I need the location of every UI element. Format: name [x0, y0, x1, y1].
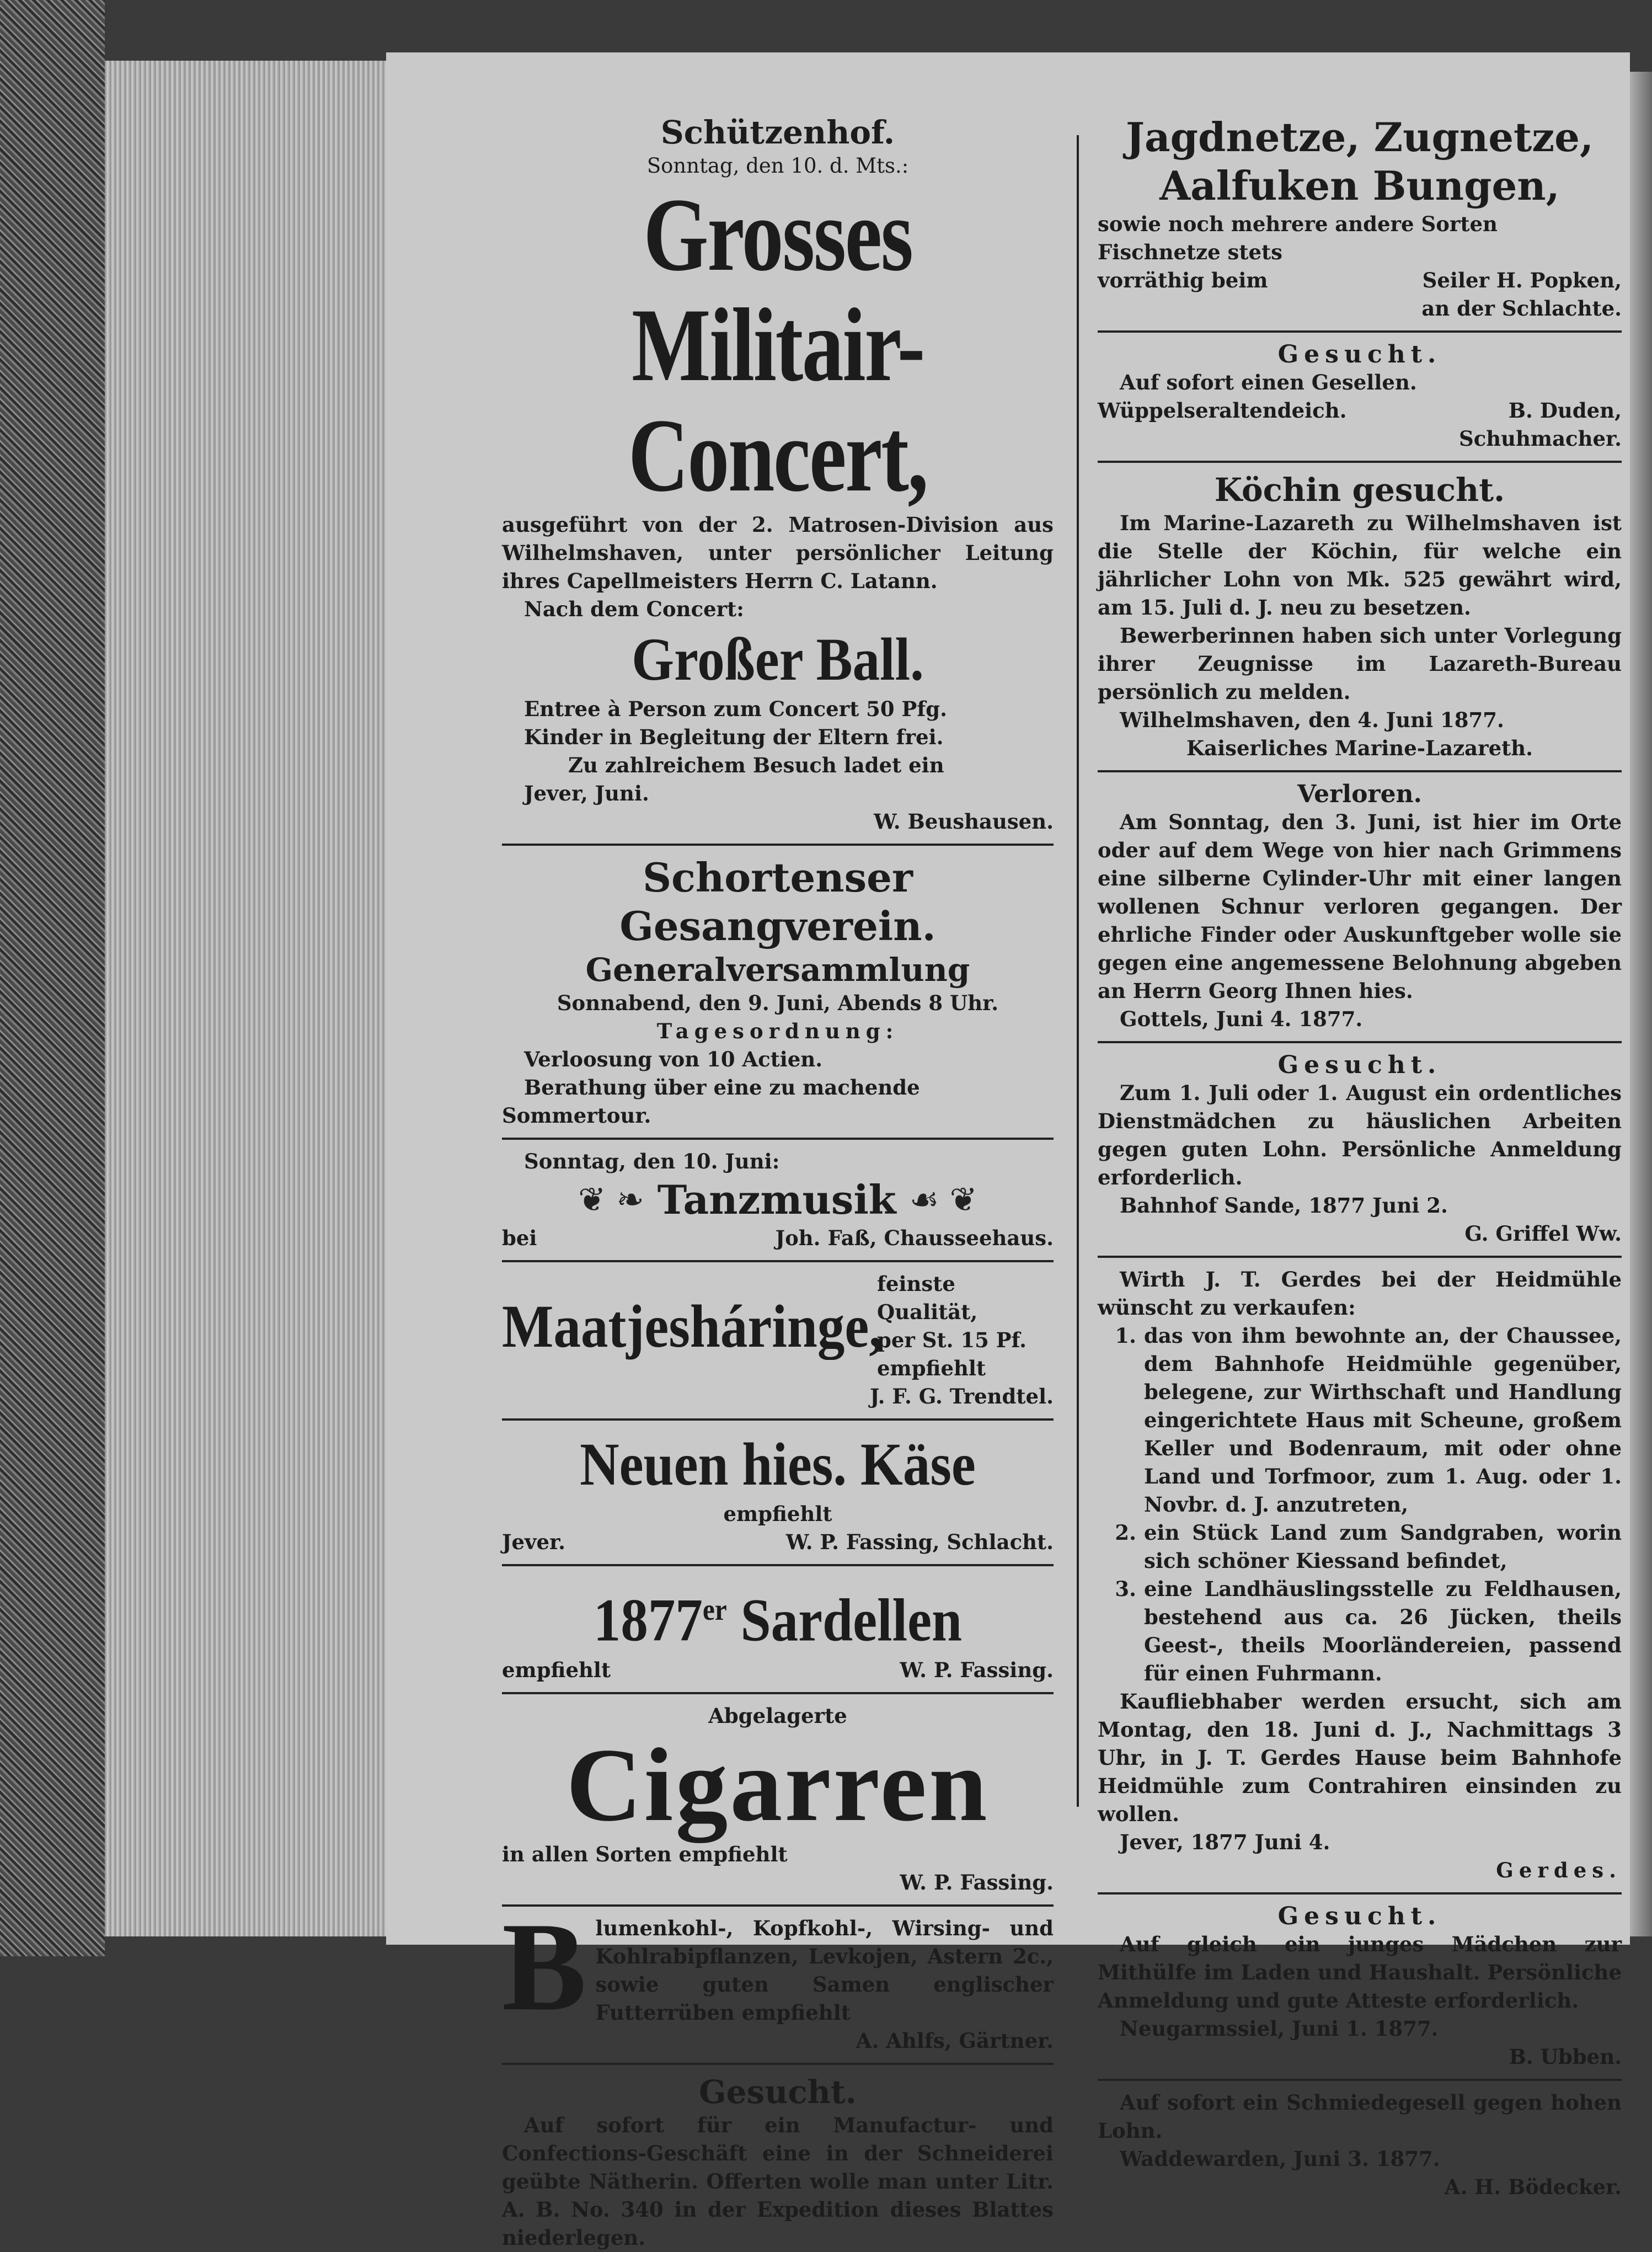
- ad-body: lumenkohl-, Kopfkohl-, Wirsing- und Kohlrabipflanzen, Levkojen, Astern 2c., sowie guten Samen englischer Futterrüben empfiehlt: [595, 1915, 1054, 2025]
- ad-body: Auf gleich ein junges Mädchen zur Mithülfe im Laden und Haushalt. Persönliche Anmeldung und gute Atteste erforderlich.: [1098, 1932, 1622, 2013]
- divider: [1098, 2079, 1622, 2081]
- ad-body: Auf sofort ein Schmiedegesell gegen hohen Lohn.: [1098, 2090, 1622, 2143]
- headline-concert: Concert,: [628, 398, 928, 514]
- divider: [502, 844, 1054, 846]
- ad-product: Sardellen: [740, 1586, 963, 1654]
- divider: [502, 1692, 1054, 1694]
- ad-subtitle: Generalversammlung: [585, 951, 970, 989]
- ad-line: per St. 15 Pf.: [877, 1328, 1027, 1352]
- ad-kaese: [502, 1428, 1054, 1556]
- divider: [1098, 770, 1622, 772]
- ad-line: vorräthig beim: [1098, 268, 1268, 292]
- ad-line: sowie noch mehrere andere Sorten Fischnetze stets: [1098, 212, 1498, 264]
- ad-title: [530, 1574, 1026, 1656]
- book-cover: [0, 0, 105, 1956]
- ad-date: Jever, 1877 Juni 4.: [1120, 1830, 1330, 1854]
- list-item: [1098, 1575, 1622, 1688]
- ad-title: Gesucht.: [1277, 340, 1442, 369]
- ad-gerdes-verkauf: [1098, 1266, 1622, 1885]
- ad-tanzmusik: [502, 1148, 1054, 1252]
- left-column: [502, 113, 1054, 2252]
- ad-signer: W. Beushausen.: [873, 809, 1054, 834]
- divider: [1098, 330, 1622, 333]
- ad-year-suffix: er: [702, 1593, 727, 1626]
- right-column: [1098, 113, 1622, 2201]
- ad-signer: Kaiserliches Marine-Lazareth.: [1186, 736, 1533, 760]
- ad-body: Im Marine-Lazareth zu Wilhelmshaven ist die Stelle der Köchin, für welche ein jährlicher Lohn von Mk. 525 gewährt wird, am 15. Juli d. J. neu zu besetzen.: [1098, 511, 1622, 620]
- divider: [502, 2063, 1054, 2065]
- ad-gesucht-maedchen: [1098, 1902, 1622, 2071]
- ad-kinder: Kinder in Begleitung der Eltern frei.: [524, 725, 944, 749]
- ad-line: empfiehlt: [877, 1356, 986, 1380]
- ad-title: Maatjesháringe,: [502, 1293, 883, 1360]
- ad-invite: Zu zahlreichem Besuch ladet ein: [568, 753, 944, 777]
- ad-body: Kaufliebhaber werden ersucht, sich am Montag, den 18. Juni d. J., Nachmittags 3 Uhr, in J. T. Gerdes Hause beim Bahnhofe Heidmühle zum Contrahiren einsinden zu wollen.: [1098, 1689, 1622, 1826]
- ad-agenda: Tagesordnung:: [656, 1019, 899, 1043]
- ad-date: Sonntag, den 10. d. Mts.:: [646, 154, 909, 178]
- ad-entree: Entree à Person zum Concert 50 Pfg.: [524, 697, 948, 721]
- ad-place: Wüppelseraltendeich.: [1098, 398, 1347, 423]
- ad-signer: A. H. Bödecker.: [1444, 2175, 1622, 2199]
- ornament-right-icon: ☙ ❦: [909, 1181, 977, 1219]
- ad-host: Joh. Faß, Chausseehaus.: [775, 1226, 1054, 1250]
- divider: [1098, 461, 1622, 463]
- ad-gesucht-naetherin: [502, 2073, 1054, 2252]
- column-divider: [1077, 135, 1079, 1807]
- ad-role: Schuhmacher.: [1458, 426, 1622, 451]
- ad-title: Cigarren: [566, 1727, 990, 1843]
- list-number: 2.: [1115, 1520, 1136, 1545]
- divider: [1098, 1041, 1622, 1043]
- ad-title: Schortenser Gesangverein.: [619, 854, 936, 949]
- ad-maatjes: [502, 1270, 1054, 1411]
- ad-schmied: [1098, 2089, 1622, 2201]
- ad-signer: W. P. Fassing.: [900, 1870, 1054, 1895]
- ad-line: Auf sofort einen Gesellen.: [1120, 370, 1417, 394]
- divider: [502, 1564, 1054, 1566]
- ad-blumenkohl: [502, 1896, 1054, 2055]
- ad-verloren: [1098, 780, 1622, 1033]
- headline-military: Grosses Militair-: [632, 177, 924, 403]
- newspaper-page: [386, 52, 1630, 2250]
- ad-intro: Wirth J. T. Gerdes bei der Heidmühle wünscht zu verkaufen:: [1098, 1267, 1622, 1320]
- ad-place: Jever, Juni.: [524, 781, 649, 805]
- ad-cigarren: [502, 1702, 1054, 1897]
- ad-prefix: bei: [502, 1226, 537, 1250]
- right-page-edge: [1627, 72, 1652, 1936]
- ad-title: Gesucht.: [1277, 1051, 1442, 1079]
- ornament-left-icon: ❦ ❧: [578, 1181, 644, 1219]
- ad-title: Neuen hies. Käse: [580, 1431, 976, 1498]
- headline-ball: Großer Ball.: [632, 626, 924, 693]
- list-item: [1098, 1519, 1622, 1575]
- ad-date: Sonntag, den 10. Juni:: [524, 1149, 780, 1173]
- ad-year: 1877: [593, 1586, 703, 1654]
- ad-date: Sonnabend, den 9. Juni, Abends 8 Uhr.: [557, 991, 999, 1015]
- ad-signer: B. Duden,: [1508, 398, 1622, 423]
- dropcap: B: [502, 1896, 587, 2037]
- agenda-item: Berathung über eine zu machende Sommertour.: [502, 1075, 920, 1128]
- ad-address: an der Schlachte.: [1421, 296, 1622, 321]
- ad-body: ausgeführt von der 2. Matrosen-Division aus Wilhelmshaven, unter persönlicher Leitung ihres Capellmeisters Herrn C. Latann.: [502, 513, 1054, 593]
- ad-pre: Abgelagerte: [708, 1703, 847, 1728]
- ad-title: Schützenhof.: [660, 114, 895, 151]
- ad-empfiehlt: empfiehlt: [723, 1502, 832, 1526]
- ad-date: Waddewarden, Juni 3. 1877.: [1120, 2147, 1440, 2171]
- list-text: eine Landhäuslingsstelle zu Feldhausen, bestehend aus ca. 26 Jücken, theils Geest-, theils Moorländereien, passend für einen Fuhrmann.: [1144, 1577, 1622, 1685]
- list-item: [1098, 1322, 1622, 1519]
- divider: [1098, 1892, 1622, 1895]
- ad-gesangverein: [502, 853, 1054, 1130]
- ad-title: Tanzmusik: [657, 1176, 896, 1223]
- ad-date: Bahnhof Sande, 1877 Juni 2.: [1120, 1193, 1448, 1218]
- ad-body: Am Sonntag, den 3. Juni, ist hier im Orte oder auf dem Wege von hier nach Grimmens eine silberne Cylinder-Uhr mit einer langen wollenen Schnur verloren gegangen. Der ehrliche Finder oder Auskunftgeber wolle sie gegen eine angemessene Belohnung abgeben an Herrn Georg Ihnen hies.: [1098, 810, 1622, 1003]
- ad-sardellen: [502, 1574, 1054, 1684]
- ad-date: Gottels, Juni 4. 1877.: [1120, 1007, 1363, 1031]
- ad-date: Wilhelmshaven, den 4. Juni 1877.: [1120, 708, 1504, 732]
- divider: [502, 1260, 1054, 1262]
- ad-signer: W. P. Fassing, Schlacht.: [785, 1530, 1054, 1554]
- list-number: 1.: [1115, 1324, 1136, 1348]
- ad-koechin: [1098, 471, 1622, 762]
- divider: [502, 1138, 1054, 1140]
- ad-signer: B. Ubben.: [1509, 2045, 1622, 2069]
- ad-signer: Gerdes.: [1496, 1858, 1622, 1882]
- divider: [502, 1418, 1054, 1421]
- ad-signer: W. P. Fassing.: [900, 1657, 1054, 1682]
- ad-date: Neugarmssiel, Juni 1. 1877.: [1120, 2016, 1439, 2041]
- ad-place: Jever.: [502, 1530, 566, 1554]
- ad-title: Jagdnetze, Zugnetze,: [1125, 114, 1594, 161]
- ad-title: Verloren.: [1297, 780, 1422, 808]
- ad-body: Bewerberinnen haben sich unter Vorlegung ihrer Zeugnisse im Lazareth-Bureau persönlich zu melden.: [1098, 623, 1622, 704]
- list-text: das von ihm bewohnte an, der Chaussee, dem Bahnhofe Heidmühle gegenüber, belegene, zur Wirthschaft und Handlung eingerichtete Haus mit Scheune, großem Keller und Bodenraum, mit oder ohne Land und Torfmoor, zum 1. Aug. oder 1. Novbr. d. J. anzutreten,: [1144, 1324, 1622, 1517]
- ad-line: feinste Qualität,: [877, 1272, 978, 1324]
- ad-empfiehlt: empfiehlt: [502, 1657, 611, 1682]
- ad-signer: A. Ahlfs, Gärtner.: [856, 2028, 1054, 2053]
- ad-title: Gesucht.: [1277, 1902, 1442, 1930]
- ad-schuetzenhof: [502, 113, 1054, 836]
- ad-gesucht-geselle: [1098, 340, 1622, 453]
- agenda-item: Verloosung von 10 Actien.: [524, 1047, 823, 1071]
- list-text: ein Stück Land zum Sandgraben, worin sich schöner Kiessand befindet,: [1144, 1520, 1622, 1573]
- ad-title: Gesucht.: [699, 2073, 857, 2111]
- ad-line: in allen Sorten empfiehlt: [502, 1842, 788, 1866]
- ad-body: Zum 1. Juli oder 1. August ein ordentliches Dienstmädchen zu häuslichen Arbeiten gegen guten Lohn. Persönliche Anmeldung erforderlich.: [1098, 1081, 1622, 1189]
- ad-body: Auf sofort für ein Manufactur- und Confections-Geschäft eine in der Schneiderei geübte Nätherin. Offerten wolle man unter Litr. A. B. No. 340 in der Expedition dieses Blattes niederlegen.: [502, 2112, 1054, 2250]
- ad-signer: J. F. G. Trendtel.: [870, 1384, 1054, 1408]
- list-number: 3.: [1115, 1577, 1136, 1601]
- divider: [1098, 1256, 1622, 1258]
- ad-signer: Seiler H. Popken,: [1422, 268, 1622, 292]
- ad-title: Aalfuken Bungen,: [1159, 162, 1560, 209]
- ad-gesucht-dienstmaedchen: [1098, 1051, 1622, 1248]
- page-edges: [105, 61, 392, 1936]
- ad-signer: G. Griffel Ww.: [1464, 1221, 1622, 1246]
- ad-title: Köchin gesucht.: [1214, 471, 1505, 509]
- ad-after: Nach dem Concert:: [524, 597, 744, 621]
- ad-netze: [1098, 113, 1622, 323]
